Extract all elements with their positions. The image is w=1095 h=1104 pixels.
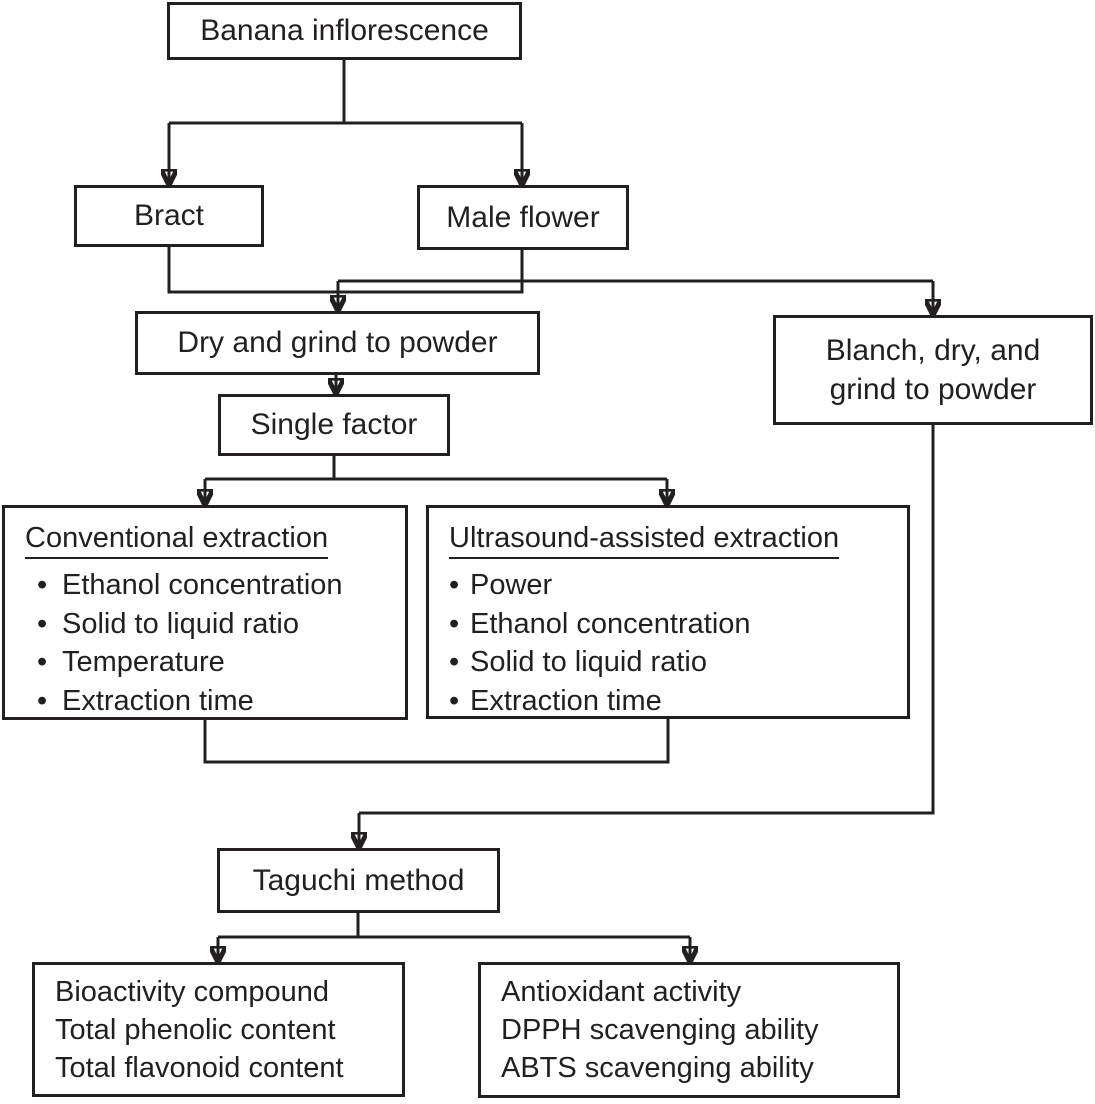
list-item-label: Ethanol concentration [470, 607, 751, 640]
list-item [449, 643, 899, 682]
node-label: Male flower [446, 200, 600, 234]
node-male-flower [417, 185, 629, 250]
node-label-line: ABTS scavenging ability [501, 1052, 814, 1084]
list-item-label: Solid to liquid ratio [62, 607, 299, 640]
list-item [25, 566, 397, 605]
list-item-label: Extraction time [62, 684, 254, 717]
node-ultrasound-extraction [426, 505, 910, 719]
node-label: Bract [133, 199, 205, 232]
node-antioxidant-activity [478, 962, 900, 1098]
bullet-icon: • [449, 607, 460, 640]
node-label: Dry and grind to powder [177, 326, 498, 359]
list-item [25, 682, 397, 721]
bullet-icon: • [449, 569, 460, 601]
list-item-label: Temperature [62, 646, 225, 678]
node-dry-grind-to-powder [135, 311, 540, 375]
panel-title: Ultrasound-assisted extraction [449, 522, 839, 559]
node-label-line: Total flavonoid content [55, 1051, 344, 1084]
list-item-label: Extraction time [470, 684, 662, 717]
bullet-icon: • [37, 684, 48, 717]
list-item [449, 605, 899, 644]
node-label: Taguchi method [252, 863, 465, 897]
node-label-line: Bioactivity compound [55, 975, 330, 1008]
bullet-icon: • [37, 607, 48, 640]
node-taguchi-method [217, 848, 500, 913]
node-conventional-extraction [2, 505, 408, 720]
bullet-icon: • [37, 646, 48, 678]
node-label: Single factor [250, 408, 418, 441]
panel-title: Conventional extraction [25, 522, 328, 559]
node-blanch-dry-grind [773, 315, 1093, 425]
node-bioactivity-compound [32, 962, 405, 1097]
list-item [25, 643, 397, 682]
parameter-list [449, 566, 899, 720]
list-item-label: Ethanol concentration [62, 569, 343, 601]
node-label-line: DPPH scavenging ability [501, 1014, 819, 1046]
list-item-label: Power [470, 569, 553, 601]
node-label-line: Total phenolic content [55, 1013, 336, 1046]
connector-extraction-merge [205, 719, 668, 762]
bullet-icon: • [449, 684, 460, 717]
node-label-line: Blanch, dry, and [825, 334, 1041, 367]
list-item-label: Solid to liquid ratio [470, 646, 707, 678]
node-label-line: grind to powder [829, 373, 1037, 406]
list-item [25, 605, 397, 644]
parameter-list [25, 566, 397, 720]
node-banana-inflorescence [167, 2, 522, 60]
bullet-icon: • [37, 569, 48, 601]
list-item [449, 566, 899, 605]
node-bract [74, 185, 264, 247]
list-item [449, 682, 899, 721]
node-label-line: Antioxidant activity [501, 976, 742, 1008]
connector-bract-male-merge [169, 247, 522, 292]
node-single-factor [218, 394, 450, 456]
bullet-icon: • [449, 646, 460, 678]
node-label: Banana inflorescence [200, 14, 489, 47]
